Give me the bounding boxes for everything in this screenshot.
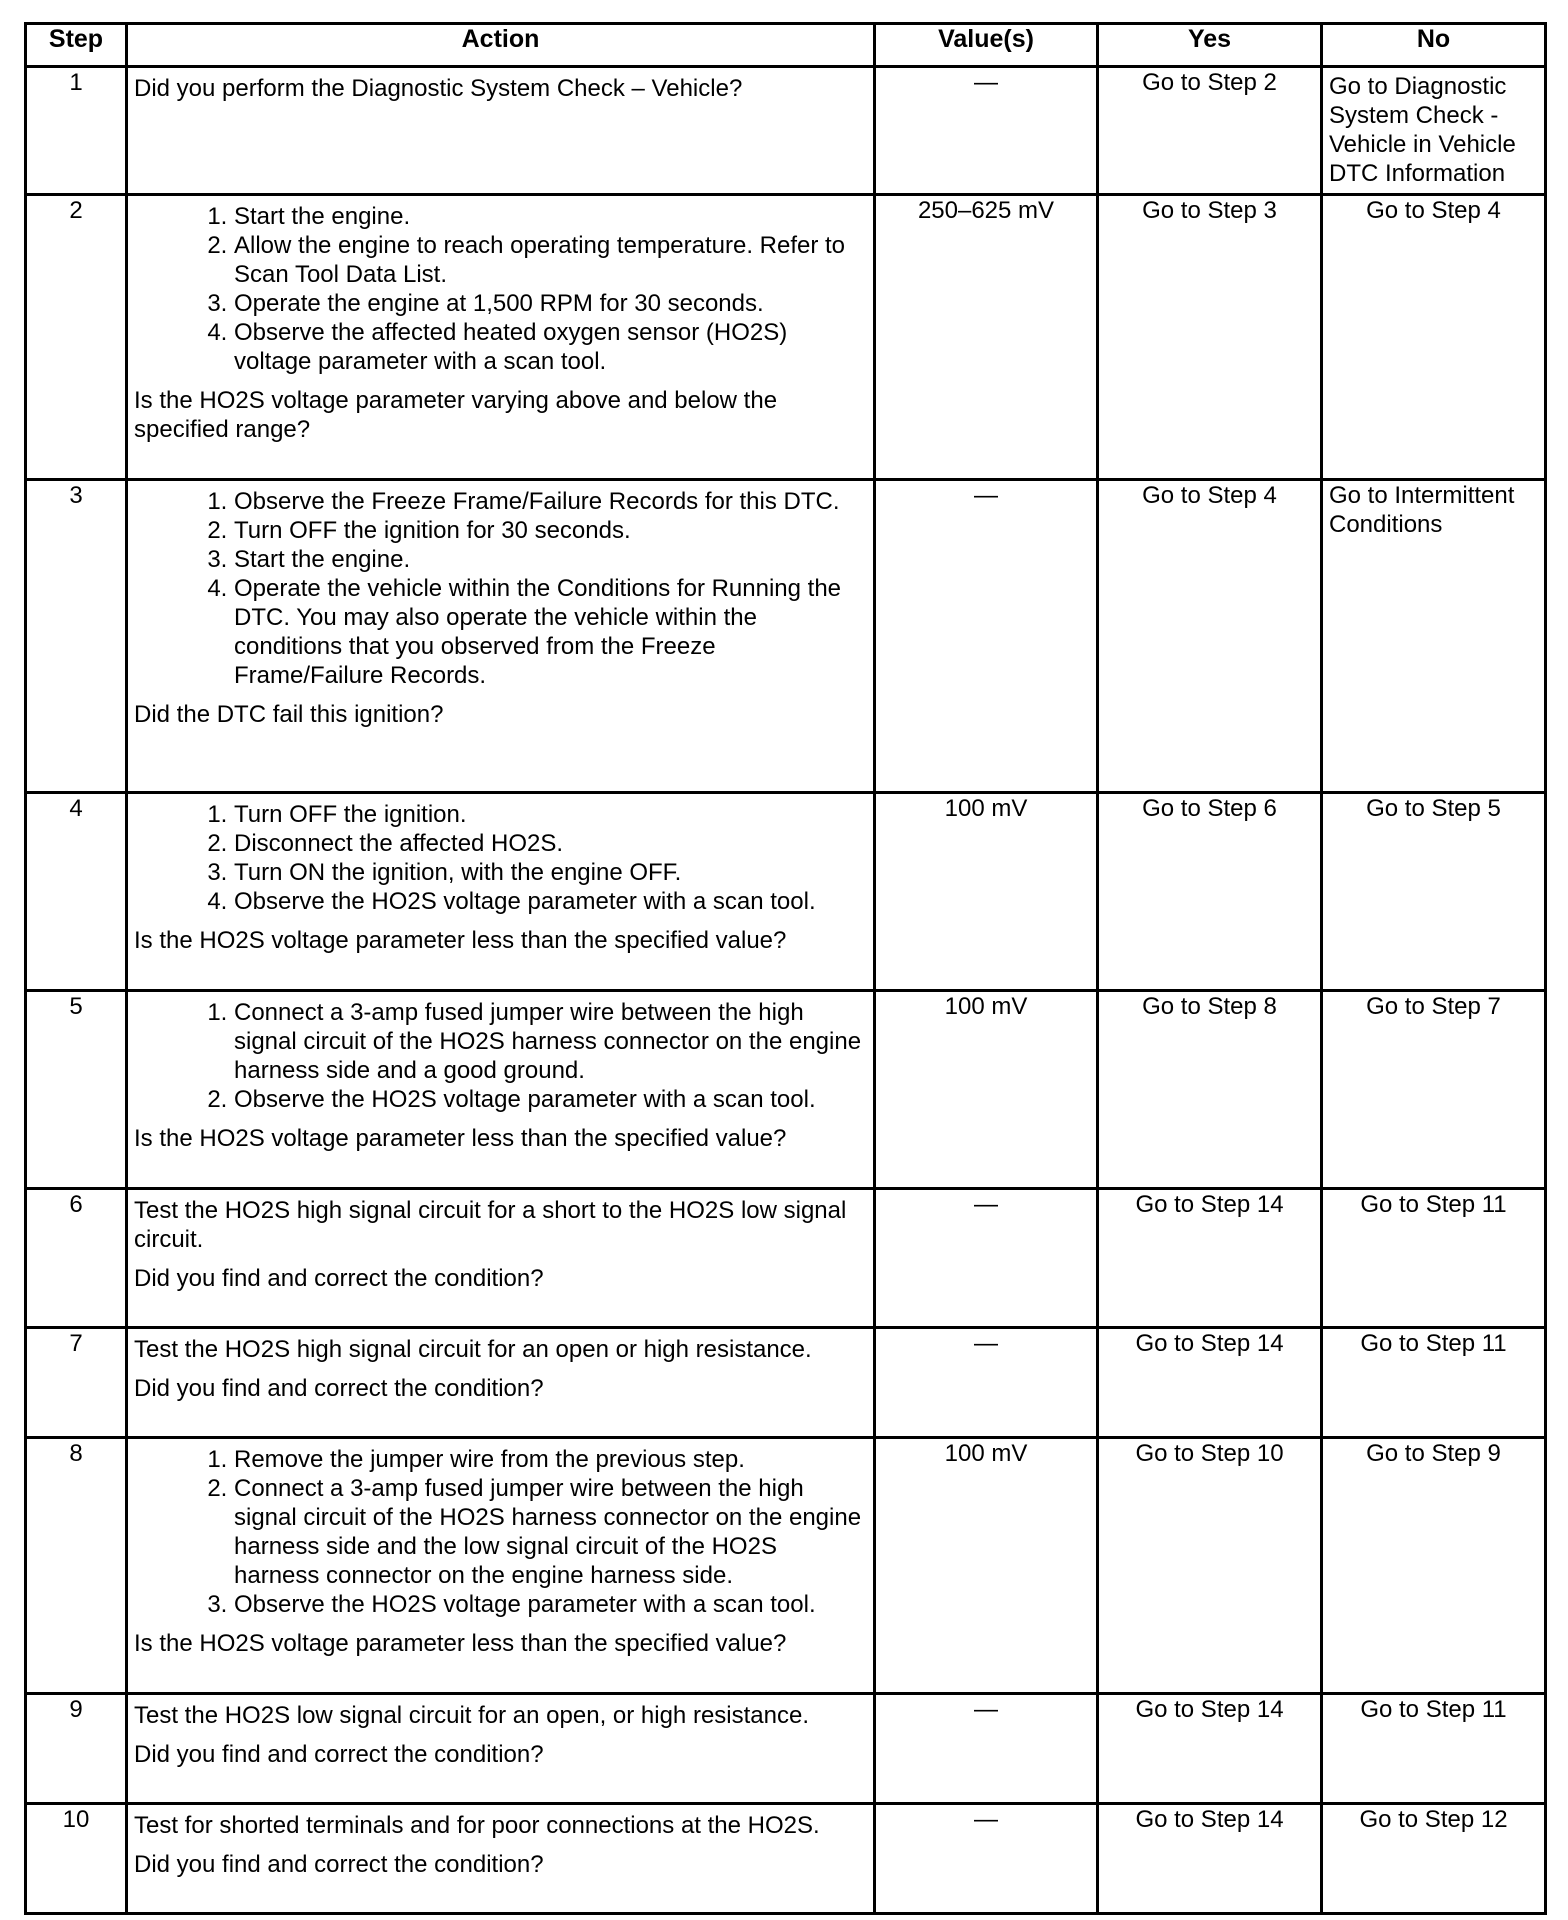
yes-text: Go to Step 3 xyxy=(1142,197,1277,224)
no-cell xyxy=(1322,67,1546,195)
step-number: 1 xyxy=(26,67,127,195)
action-cell xyxy=(127,1328,875,1438)
yes-cell xyxy=(1098,1189,1322,1328)
no-text: Go to Step 9 xyxy=(1366,1440,1501,1467)
yes-text: Go to Step 14 xyxy=(1135,1330,1284,1357)
action-step: 1. Remove the jumper wire from the previous step. xyxy=(234,1445,865,1474)
value-cell: — xyxy=(875,67,1098,195)
table-row xyxy=(26,793,1546,991)
header-step: Step xyxy=(26,24,127,67)
step-number: 8 xyxy=(26,1438,127,1694)
no-cell xyxy=(1322,1694,1546,1804)
action-step: 2. Allow the engine to reach operating temperature. Refer to Scan Tool Data List. xyxy=(234,231,865,289)
action-question: Did you find and correct the condition? xyxy=(134,1375,544,1402)
step-number: 5 xyxy=(26,991,127,1189)
action-step: 1. Observe the Freeze Frame/Failure Records for this DTC. xyxy=(234,487,865,516)
step-number: 10 xyxy=(26,1804,127,1914)
no-text: Go to Step 5 xyxy=(1366,795,1501,822)
table-row xyxy=(26,991,1546,1189)
table-row xyxy=(26,1694,1546,1804)
no-cell xyxy=(1322,991,1546,1189)
yes-cell xyxy=(1098,67,1322,195)
action-steps xyxy=(134,487,865,690)
action-question: Is the HO2S voltage parameter less than the specified value? xyxy=(134,927,787,954)
action-intro: Test the HO2S high signal circuit for an open or high resistance. xyxy=(134,1336,812,1363)
action-step: 3. Observe the HO2S voltage parameter with a scan tool. xyxy=(234,1590,865,1619)
table-row xyxy=(26,195,1546,480)
action-question: Is the HO2S voltage parameter less than the specified value? xyxy=(134,1630,787,1657)
action-question: Did you find and correct the condition? xyxy=(134,1265,544,1292)
no-text: Go to Step 4 xyxy=(1366,197,1501,224)
action-step: 4. Observe the HO2S voltage parameter with a scan tool. xyxy=(234,887,865,916)
table-row xyxy=(26,1804,1546,1914)
header-action: Action xyxy=(127,24,875,67)
step-number: 2 xyxy=(26,195,127,480)
yes-text: Go to Step 14 xyxy=(1135,1191,1284,1218)
no-cell xyxy=(1322,1438,1546,1694)
yes-text: Go to Step 14 xyxy=(1135,1696,1284,1723)
no-text: Go to Step 12 xyxy=(1359,1806,1508,1833)
table-row xyxy=(26,67,1546,195)
table-row xyxy=(26,1328,1546,1438)
step-number: 7 xyxy=(26,1328,127,1438)
no-text: Go to Step 7 xyxy=(1366,993,1501,1020)
header-row xyxy=(26,24,1546,67)
action-steps xyxy=(134,202,865,376)
action-step: 2. Turn OFF the ignition for 30 seconds. xyxy=(234,516,865,545)
action-cell xyxy=(127,991,875,1189)
yes-text: Go to Step 10 xyxy=(1135,1440,1284,1467)
step-number: 6 xyxy=(26,1189,127,1328)
yes-cell xyxy=(1098,480,1322,793)
no-cell xyxy=(1322,1189,1546,1328)
no-cell xyxy=(1322,793,1546,991)
yes-cell xyxy=(1098,1804,1322,1914)
yes-cell xyxy=(1098,195,1322,480)
no-text: Go to Step 11 xyxy=(1360,1696,1507,1723)
action-intro: Test the HO2S high signal circuit for a short to the HO2S low signal circuit. xyxy=(134,1197,847,1253)
diagnostic-table xyxy=(24,22,1547,1915)
header-values: Value(s) xyxy=(875,24,1098,67)
action-cell xyxy=(127,1438,875,1694)
action-step: 1. Turn OFF the ignition. xyxy=(234,800,865,829)
action-steps xyxy=(134,800,865,916)
table-row xyxy=(26,1438,1546,1694)
yes-text: Go to Step 6 xyxy=(1142,795,1277,822)
action-step: 4. Operate the vehicle within the Conditions for Running the DTC. You may also operate the vehicle within the conditions that you observed from the Freeze Frame/Failure Records. xyxy=(234,574,865,690)
value-cell: — xyxy=(875,1189,1098,1328)
action-cell xyxy=(127,1694,875,1804)
no-text: Go to Diagnostic System Check - Vehicle in Vehicle DTC Information xyxy=(1329,73,1516,187)
step-number: 4 xyxy=(26,793,127,991)
no-text: Go to Intermittent Conditions xyxy=(1329,482,1515,538)
header-yes: Yes xyxy=(1098,24,1322,67)
no-text: Go to Step 11 xyxy=(1360,1330,1507,1357)
value-cell: 250–625 mV xyxy=(875,195,1098,480)
action-question: Did you perform the Diagnostic System Check – Vehicle? xyxy=(134,75,743,102)
value-cell: 100 mV xyxy=(875,1438,1098,1694)
step-number: 3 xyxy=(26,480,127,793)
value-cell: 100 mV xyxy=(875,793,1098,991)
no-text: Go to Step 11 xyxy=(1360,1191,1507,1218)
action-cell xyxy=(127,1804,875,1914)
value-cell: — xyxy=(875,1804,1098,1914)
action-step: 4. Observe the affected heated oxygen sensor (HO2S) voltage parameter with a scan tool. xyxy=(234,318,865,376)
action-question: Did the DTC fail this ignition? xyxy=(134,701,444,728)
action-step: 2. Connect a 3-amp fused jumper wire between the high signal circuit of the HO2S harness connector on the engine harness side and the low signal circuit of the HO2S harness connector on the engine harness side. xyxy=(234,1474,865,1590)
yes-cell xyxy=(1098,991,1322,1189)
action-step: 2. Disconnect the affected HO2S. xyxy=(234,829,865,858)
table-row xyxy=(26,480,1546,793)
action-step: 1. Start the engine. xyxy=(234,202,865,231)
yes-text: Go to Step 4 xyxy=(1142,482,1277,509)
header-no: No xyxy=(1322,24,1546,67)
yes-text: Go to Step 8 xyxy=(1142,993,1277,1020)
action-question: Is the HO2S voltage parameter varying above and below the specified range? xyxy=(134,387,778,443)
yes-cell xyxy=(1098,1694,1322,1804)
no-cell xyxy=(1322,480,1546,793)
step-number: 9 xyxy=(26,1694,127,1804)
action-steps xyxy=(134,998,865,1114)
yes-text: Go to Step 14 xyxy=(1135,1806,1284,1833)
action-cell xyxy=(127,67,875,195)
action-cell xyxy=(127,195,875,480)
value-cell: — xyxy=(875,1694,1098,1804)
action-intro: Test for shorted terminals and for poor connections at the HO2S. xyxy=(134,1812,820,1839)
yes-cell xyxy=(1098,793,1322,991)
no-cell xyxy=(1322,195,1546,480)
yes-cell xyxy=(1098,1438,1322,1694)
table-row xyxy=(26,1189,1546,1328)
action-cell xyxy=(127,793,875,991)
action-cell xyxy=(127,1189,875,1328)
value-cell: — xyxy=(875,480,1098,793)
no-cell xyxy=(1322,1804,1546,1914)
value-cell: — xyxy=(875,1328,1098,1438)
yes-cell xyxy=(1098,1328,1322,1438)
no-cell xyxy=(1322,1328,1546,1438)
action-step: 3. Turn ON the ignition, with the engine OFF. xyxy=(234,858,865,887)
action-question: Did you find and correct the condition? xyxy=(134,1741,544,1768)
action-intro: Test the HO2S low signal circuit for an open, or high resistance. xyxy=(134,1702,809,1729)
action-question: Did you find and correct the condition? xyxy=(134,1851,544,1878)
action-steps xyxy=(134,1445,865,1619)
value-cell: 100 mV xyxy=(875,991,1098,1189)
action-step: 2. Observe the HO2S voltage parameter with a scan tool. xyxy=(234,1085,865,1114)
action-question: Is the HO2S voltage parameter less than the specified value? xyxy=(134,1125,787,1152)
yes-text: Go to Step 2 xyxy=(1142,69,1277,96)
action-step: 3. Operate the engine at 1,500 RPM for 30 seconds. xyxy=(234,289,865,318)
action-step: 3. Start the engine. xyxy=(234,545,865,574)
action-step: 1. Connect a 3-amp fused jumper wire between the high signal circuit of the HO2S harness connector on the engine harness side and a good ground. xyxy=(234,998,865,1085)
action-cell xyxy=(127,480,875,793)
